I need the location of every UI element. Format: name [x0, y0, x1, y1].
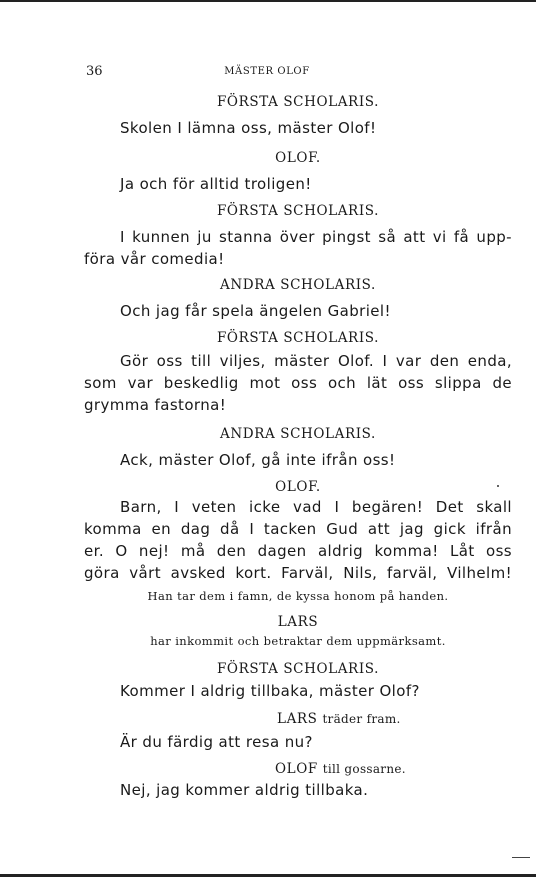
speech-line: Och jag får spela ängelen Gabriel!	[120, 302, 391, 320]
speaker-forsta-scholaris: FÖRSTA SCHOLARIS.	[216, 203, 380, 219]
speaker-olof: OLOF.	[275, 150, 321, 166]
speech-line: Gör oss till viljes, mäster Olof. I var den enda,	[120, 352, 512, 370]
speech-line: Skolen I lämna oss, mäster Olof!	[120, 119, 377, 137]
speaker-forsta-scholaris: FÖRSTA SCHOLARIS.	[216, 330, 380, 346]
speech-paragraph	[84, 350, 512, 416]
speech-line: göra vårt avsked kort. Farväl, Nils, farväl, Vilhelm!	[84, 564, 512, 582]
speech-line: grymma fastorna!	[84, 396, 227, 414]
speaker-andra-scholaris: ANDRA SCHOLARIS.	[220, 426, 376, 442]
speaker-forsta-scholaris: FÖRSTA SCHOLARIS.	[216, 661, 380, 677]
speech-line: föra vår comedia!	[84, 250, 225, 268]
speaker-olof-direction	[275, 759, 512, 779]
speech-line: er. O nej! må den dagen aldrig komma! Låt oss	[84, 542, 512, 560]
running-title: MÄSTER OLOF	[224, 66, 310, 77]
page-bottom-edge	[0, 874, 536, 877]
page-top-edge	[0, 0, 536, 2]
speaker-lars: LARS	[277, 711, 318, 727]
speech-line: Ack, mäster Olof, gå inte ifrån oss!	[120, 451, 396, 469]
page-number: 36	[86, 64, 103, 79]
speech-line: Är du färdig att resa nu?	[120, 733, 313, 751]
stage-direction: Han tar dem i famn, de kyssa honom på handen.	[147, 589, 449, 603]
stage-direction: till gossarne.	[322, 762, 406, 776]
speech-line: Barn, I veten icke vad I begären! Det skall	[120, 498, 512, 516]
page-edge-mark	[512, 857, 530, 858]
speaker-andra-scholaris: ANDRA SCHOLARIS.	[220, 277, 376, 293]
speech-line: som var beskedlig mot oss och lät oss slippa de	[84, 374, 512, 392]
speech-line: I kunnen ju stanna över pingst så att vi få upp-	[120, 228, 512, 246]
speech-line: Kommer I aldrig tillbaka, mäster Olof?	[120, 682, 420, 700]
speaker-forsta-scholaris: FÖRSTA SCHOLARIS.	[216, 94, 380, 110]
stage-direction: träder fram.	[322, 712, 401, 726]
speaker-lars-direction	[277, 709, 512, 729]
speech-paragraph	[84, 226, 512, 270]
speaker-lars: LARS	[277, 614, 319, 630]
stage-direction: har inkommit och betraktar dem uppmärksamt.	[150, 634, 446, 648]
speech-line: Nej, jag kommer aldrig tillbaka.	[120, 781, 369, 799]
speaker-olof: OLOF	[275, 761, 318, 777]
speech-line: Ja och för alltid troligen!	[120, 175, 312, 193]
speech-line: komma en dag då I tacken Gud att jag gick ifrån	[84, 520, 512, 538]
page-header	[86, 64, 448, 80]
speech-paragraph	[84, 496, 512, 584]
speaker-olof: OLOF.	[275, 479, 321, 495]
